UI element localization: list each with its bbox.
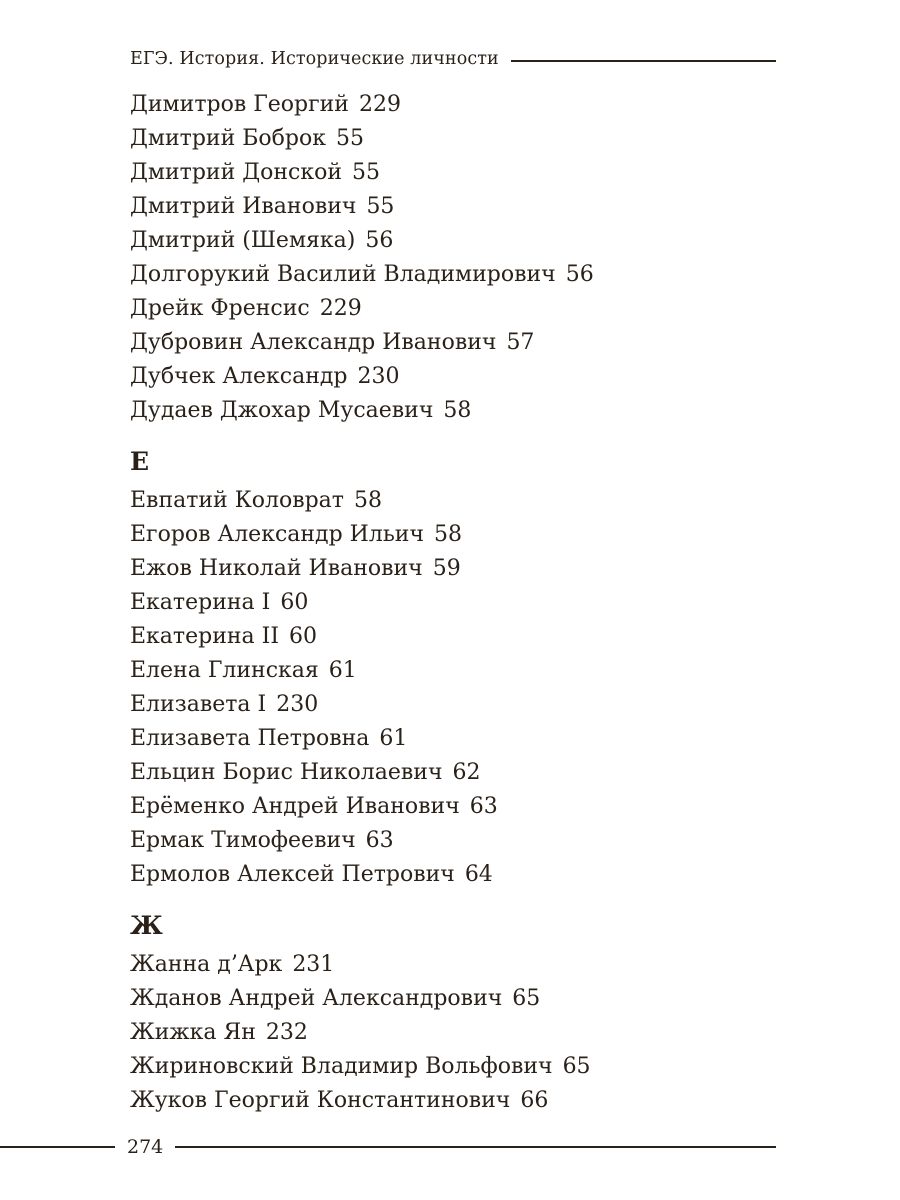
index-entry-name: Дмитрий (Шемяка) bbox=[130, 228, 356, 253]
index-entry bbox=[130, 258, 790, 292]
index-entry-page: 232 bbox=[265, 1020, 308, 1045]
running-header-title: ЕГЭ. История. Исторические личности bbox=[130, 49, 499, 69]
index-entry bbox=[130, 394, 790, 428]
index-entry bbox=[130, 88, 790, 122]
index-entry-name: Екатерина I bbox=[130, 590, 271, 615]
index-entry-page: 61 bbox=[328, 658, 357, 683]
index-entry-name: Елизавета Петровна bbox=[130, 726, 370, 751]
index-entry bbox=[130, 292, 790, 326]
index-entry bbox=[130, 360, 790, 394]
index-entry bbox=[130, 688, 790, 722]
index-entry-name: Дмитрий Донской bbox=[130, 160, 343, 185]
index-entry-name: Ельцин Борис Николаевич bbox=[130, 760, 443, 785]
index-entry bbox=[130, 552, 790, 586]
index-entry-name: Елена Глинская bbox=[130, 658, 319, 683]
index-entry bbox=[130, 948, 790, 982]
index-entry-name: Евпатий Коловрат bbox=[130, 488, 344, 513]
index-entry-page: 62 bbox=[452, 760, 481, 785]
index-entry bbox=[130, 620, 790, 654]
index-entry-page: 60 bbox=[280, 590, 309, 615]
index-entry bbox=[130, 122, 790, 156]
index-entry-page: 66 bbox=[520, 1088, 549, 1113]
index-entry bbox=[130, 824, 790, 858]
index-entry-name: Дмитрий Иванович bbox=[130, 194, 357, 219]
index-entry bbox=[130, 1050, 790, 1084]
index-entry-name: Дудаев Джохар Мусаевич bbox=[130, 398, 434, 423]
index-entry bbox=[130, 982, 790, 1016]
index-entry-name: Ермолов Алексей Петрович bbox=[130, 862, 455, 887]
index-entry-name: Елизавета I bbox=[130, 692, 267, 717]
index-entry-page: 63 bbox=[469, 794, 498, 819]
index-entry bbox=[130, 156, 790, 190]
index-entry-page: 60 bbox=[289, 624, 318, 649]
index-entry-page: 58 bbox=[353, 488, 382, 513]
index-entry-page: 230 bbox=[276, 692, 319, 717]
page-number: 274 bbox=[127, 1136, 164, 1158]
index-entry bbox=[130, 858, 790, 892]
footer-rule-left bbox=[0, 1146, 115, 1148]
index-entry-page: 56 bbox=[565, 262, 594, 287]
index-entry-page: 230 bbox=[357, 364, 400, 389]
index-entry-name: Дрейк Френсис bbox=[130, 296, 310, 321]
index-entry-name: Жижка Ян bbox=[130, 1020, 256, 1045]
index-entry-page: 58 bbox=[434, 522, 463, 547]
index-entry-page: 55 bbox=[335, 126, 364, 151]
index-entry-page: 56 bbox=[365, 228, 394, 253]
index-entry-page: 55 bbox=[366, 194, 395, 219]
index-entry-name: Жуков Георгий Константинович bbox=[130, 1088, 511, 1113]
index-entry bbox=[130, 326, 790, 360]
index-entry-page: 231 bbox=[292, 952, 335, 977]
index-entry-page: 229 bbox=[358, 92, 401, 117]
index-entry bbox=[130, 1016, 790, 1050]
index-entry bbox=[130, 756, 790, 790]
index-entry-name: Дмитрий Боброк bbox=[130, 126, 326, 151]
index-entry-page: 65 bbox=[512, 986, 541, 1011]
index-entry bbox=[130, 518, 790, 552]
index-entry-page: 59 bbox=[432, 556, 461, 581]
footer-rule-right bbox=[175, 1146, 776, 1148]
index-entry-page: 57 bbox=[506, 330, 535, 355]
index-entry-name: Ермак Тимофеевич bbox=[130, 828, 356, 853]
index-entry-name: Ежов Николай Иванович bbox=[130, 556, 423, 581]
index-entry bbox=[130, 586, 790, 620]
index-entry-page: 55 bbox=[352, 160, 381, 185]
index-entry-page: 61 bbox=[379, 726, 408, 751]
index-entry bbox=[130, 190, 790, 224]
index-entry-name: Димитров Георгий bbox=[130, 92, 349, 117]
index-entry-name: Жанна д’Арк bbox=[130, 952, 283, 977]
index-entry-name: Екатерина II bbox=[130, 624, 280, 649]
index-entry-name: Дубчек Александр bbox=[130, 364, 348, 389]
index-list bbox=[130, 88, 790, 1118]
index-entry bbox=[130, 484, 790, 518]
index-entry-name: Егоров Александр Ильич bbox=[130, 522, 425, 547]
index-entry-name: Жириновский Владимир Вольфович bbox=[130, 1054, 553, 1079]
index-entry-name: Ерёменко Андрей Иванович bbox=[130, 794, 460, 819]
page-footer bbox=[0, 1133, 776, 1161]
index-entry-name: Дубровин Александр Иванович bbox=[130, 330, 497, 355]
index-entry-page: 58 bbox=[443, 398, 472, 423]
index-entry-name: Долгорукий Василий Владимирович bbox=[130, 262, 556, 287]
index-letter-heading: Ж bbox=[130, 911, 163, 940]
index-letter-heading: Е bbox=[130, 447, 150, 476]
index-entry bbox=[130, 654, 790, 688]
index-entry bbox=[130, 790, 790, 824]
index-entry-page: 65 bbox=[562, 1054, 591, 1079]
index-entry-name: Жданов Андрей Александрович bbox=[130, 986, 503, 1011]
index-entry-page: 229 bbox=[319, 296, 362, 321]
index-entry bbox=[130, 722, 790, 756]
running-header bbox=[130, 46, 776, 72]
index-entry-page: 63 bbox=[365, 828, 394, 853]
index-entry bbox=[130, 224, 790, 258]
index-entry-page: 64 bbox=[464, 862, 493, 887]
header-rule bbox=[511, 60, 776, 62]
index-entry bbox=[130, 1084, 790, 1118]
